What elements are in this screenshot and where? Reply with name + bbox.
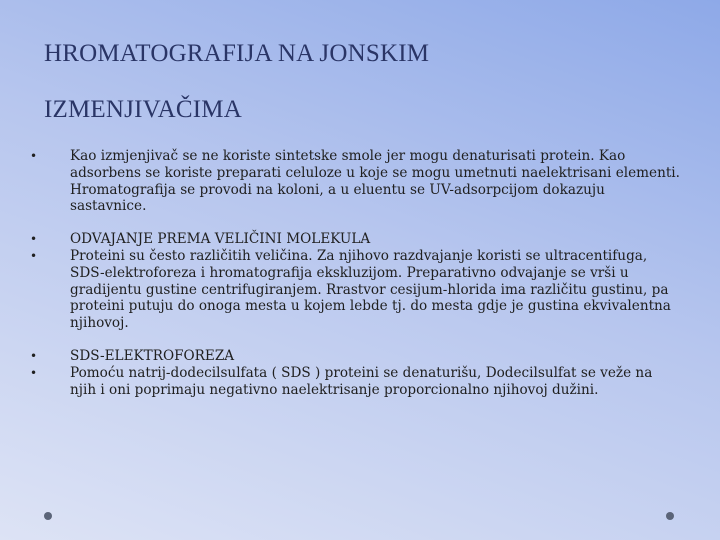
- bullet-text: Kao izmjenjivač se ne koriste sintetske smole jer mogu denaturisati protein. Kao adsorbens se koriste preparati celuloze u koje se mogu umetnuti naelektrisani elementi. Hromatografija se provodi na koloni, a u eluentu se UV-adsorpcijom dokazuju sastavnice.: [70, 148, 680, 215]
- slide-title: [44, 26, 684, 138]
- bullet-item: [30, 148, 680, 215]
- bullet-group-sds: [30, 348, 680, 398]
- bullet-marker: •: [30, 232, 38, 247]
- title-line-2: IZMENJIVAČIMA: [44, 96, 242, 123]
- slide-body: [30, 148, 680, 414]
- bullet-item: [30, 231, 680, 248]
- section-heading-sds: SDS-ELEKTROFOREZA: [70, 347, 235, 364]
- title-line-1: HROMATOGRAFIJA NA JONSKIM: [44, 40, 430, 67]
- bullet-group-intro: [30, 148, 680, 215]
- bullet-item: [30, 365, 680, 399]
- bullet-group-size: [30, 231, 680, 332]
- section-heading-size: ODVAJANJE PREMA VELIČINI MOLEKULA: [70, 231, 371, 248]
- bullet-marker: •: [30, 248, 38, 263]
- bullet-item: [30, 248, 680, 332]
- bullet-marker: •: [30, 348, 38, 363]
- bullet-item: [30, 348, 680, 365]
- bullet-text: Pomoću natrij-dodecilsulfata ( SDS ) proteini se denaturišu, Dodecilsulfat se veže na njih i oni poprimaju negativno naelektrisanje proporcionalno njihovoj dužini.: [70, 364, 653, 398]
- bullet-marker: •: [30, 149, 38, 163]
- bullet-marker: •: [30, 365, 38, 380]
- decorative-dot-left: [44, 512, 52, 520]
- bullet-text: Proteini su često različitih veličina. Za njihovo razdvajanje koristi se ultracentifuga, SDS-elektroforeza i hromatografija ekskluzijom. Preparativno odvajanje se vrši u gradijentu gustine centrifugiranjem. Rrastvor cesijum-hlorida ima različitu gustinu, pa proteini putuju do onoga mesta u kojem lebde tj. do mesta gdje je gustina ekvivalentna njihovoj.: [70, 247, 671, 332]
- decorative-dot-right: [666, 512, 674, 520]
